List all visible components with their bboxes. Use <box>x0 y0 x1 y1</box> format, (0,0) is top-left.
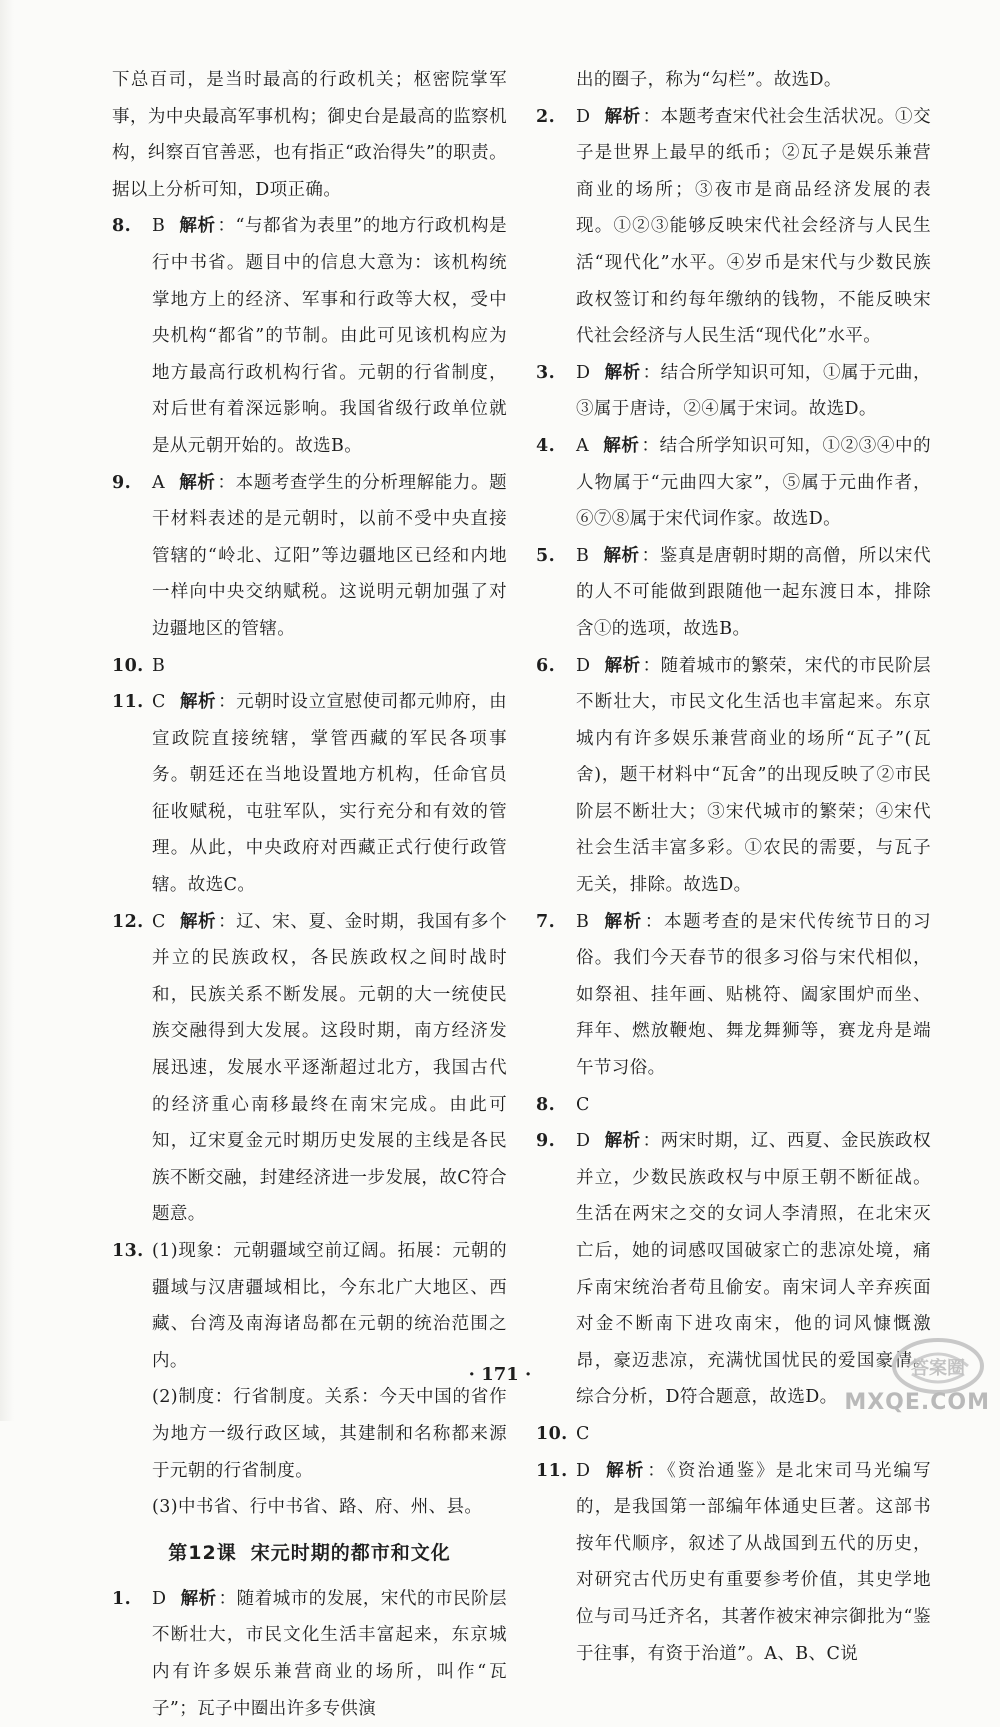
answer-item <box>112 684 507 904</box>
page-edge-shadow <box>0 0 14 1421</box>
analysis-text: ：结合所学知识可知，①属于元曲，③属于唐诗，②④属于宋词。故选D。 <box>576 362 931 420</box>
continued-text: 下总百司，是当时最高的行政机关；枢密院掌军事，为中央最高军事机构；御史台是最高的监察机构，纠察百官善恶，也有指正“政治得失”的职责。据以上分析可知，D项正确。 <box>112 70 507 200</box>
lesson-number: 第12课 <box>168 1541 237 1564</box>
analysis-label: 解析 <box>604 655 641 676</box>
answer-item <box>112 1581 507 1727</box>
answer-item <box>536 1087 931 1124</box>
answer-choice: A <box>152 472 166 493</box>
analysis-text: ：本题考查宋代社会生活状况。①交子是世界上最早的纸币；②瓦子是娱乐兼营商业的场所；③夜市是商品经济发展的表现。①②③能够反映宋代社会经济与人民生活“现代化”水平。④岁币是宋代与少数民族政权签订和约每年缴纳的钱物，不能反映宋代社会经济与人民生活“现代化”水平。 <box>576 106 931 347</box>
item-number: 9. <box>112 472 132 493</box>
analysis-text: ：《资治通鉴》是北宋司马光编写的，是我国第一部编年体通史巨著。这部书按年代顺序，叙述了从战国到五代的历史，对研究古代历史有重要参考价值，其史学地位与司马迁齐名，其著作被宋神宗御批为“鉴于往事，有资于治道”。A、B、C说 <box>576 1460 931 1664</box>
analysis-text: ：结合所学知识可知，①②③④中的人物属于“元曲四大家”，⑤属于元曲作者，⑥⑦⑧属于宋代词作家。故选D。 <box>576 435 931 530</box>
answer-choice: D <box>152 1588 167 1609</box>
answer-item <box>112 904 507 1233</box>
analysis-text: ：随着城市的繁荣，宋代的市民阶层不断壮大，市民文化生活也丰富起来。东京城内有许多娱乐兼营商业的场所“瓦子”(瓦舍)，题干材料中“瓦舍”的出现反映了②市民阶层不断壮大；③宋代城市的繁荣；④宋代社会生活丰富多彩。①农民的需要，与瓦子无关，排除。故选D。 <box>576 655 931 896</box>
answer-item <box>536 99 931 355</box>
analysis-text: ：随着城市的发展，宋代的市民阶层不断壮大，市民文化生活丰富起来，东京城内有许多娱乐兼营商业的场所，叫作“瓦子”；瓦子中圈出许多专供演 <box>152 1588 507 1719</box>
answer-item <box>112 1233 507 1379</box>
answer-choice: D <box>576 1460 591 1481</box>
left-answer-list <box>112 208 507 1525</box>
item-number: 3. <box>536 362 556 383</box>
item-number: 5. <box>536 545 556 566</box>
analysis-text: ：元朝时设立宣慰使司都元帅府，由宣政院直接统辖，掌管西藏的军民各项事务。朝廷还在当地设置地方机构，任命官员征收赋税，屯驻军队，实行充分和有效的管理。从此，中央政府对西藏正式行使行政管辖。故选C。 <box>152 692 507 896</box>
answer-item <box>536 648 931 904</box>
answer-item <box>112 208 507 464</box>
item-number: 10. <box>536 1423 568 1444</box>
analysis-label: 解析 <box>604 1460 646 1481</box>
item-number: 12. <box>112 911 144 932</box>
right-column <box>536 62 931 1672</box>
item-number: 2. <box>536 106 556 127</box>
item-number: 8. <box>112 216 132 237</box>
analysis-label: 解析 <box>179 692 217 713</box>
item-number: 11. <box>112 692 144 713</box>
answer-choice: D <box>576 106 591 127</box>
item-number: 10. <box>112 655 144 676</box>
answer-item <box>536 538 931 648</box>
answer-item <box>536 428 931 538</box>
analysis-text: ：两宋时期，辽、西夏、金民族政权并立，少数民族政权与中原王朝不断征战。生活在两宋之交的女词人李清照，在北宋灭亡后，她的词感叹国破家亡的悲凉处境，痛斥南宋统治者苟且偷安。南宋词人辛弃疾面对金不断南下进攻南宋，他的词风慷慨激昂，豪迈悲凉，充满忧国忧民的爱国豪情。综合分析，D符合题意，故选D。 <box>576 1131 931 1408</box>
analysis-label: 解析 <box>603 545 640 566</box>
item-number: 9. <box>536 1131 556 1152</box>
sub-answer: (2)制度：行省制度。关系：今天中国的省作为地方一级行政区域，其建制和名称都来源于元朝的行省制度。 <box>152 1387 507 1481</box>
answer-choice: C <box>152 911 166 932</box>
answer-choice: B <box>576 911 590 932</box>
page-number: · 171 · <box>468 1364 532 1385</box>
answer-choice: D <box>576 362 591 383</box>
answer-item <box>112 465 507 648</box>
analysis-label: 解析 <box>603 435 640 456</box>
watermark-logo-text: 答案圈 <box>911 1358 965 1379</box>
continued-text: 出的圈子，称为“勾栏”。故选D。 <box>576 70 842 90</box>
lesson-title <box>112 1538 507 1565</box>
analysis-label: 解析 <box>179 472 216 493</box>
item-number: 7. <box>536 911 556 932</box>
analysis-text: (1)现象：元朝疆域空前辽阔。拓展：元朝的疆域与汉唐疆域相比，今东北广大地区、西藏、台湾及南海诸岛都在元朝的统治范围之内。 <box>152 1241 507 1371</box>
answer-choice: B <box>576 545 590 566</box>
answer-item <box>536 904 931 1087</box>
item-number: 6. <box>536 655 556 676</box>
item-number: 8. <box>536 1094 556 1115</box>
analysis-label: 解析 <box>603 911 643 932</box>
answer-choice: D <box>576 1131 591 1152</box>
analysis-label: 解析 <box>604 1131 641 1152</box>
left-column <box>112 62 507 1727</box>
answer-choice: B <box>152 216 166 237</box>
answer-item <box>536 355 931 428</box>
answer-choice: D <box>576 655 591 676</box>
analysis-label: 解析 <box>180 1588 217 1609</box>
sub-answer: (3)中书省、行中书省、路、府、州、县。 <box>152 1497 483 1518</box>
item-number: 4. <box>536 435 556 456</box>
lesson-name: 宋元时期的都市和文化 <box>250 1541 451 1564</box>
answer-choice: A <box>576 435 590 456</box>
answer-item <box>536 1416 931 1453</box>
analysis-label: 解析 <box>179 216 216 237</box>
item-number: 11. <box>536 1460 568 1481</box>
answer-choice: C <box>576 1423 590 1444</box>
analysis-label: 解析 <box>604 362 641 383</box>
answer-choice: B <box>152 655 166 676</box>
analysis-label: 解析 <box>179 911 217 932</box>
answer-item <box>112 648 507 685</box>
watermark-text: MXQE.COM <box>844 1390 990 1415</box>
answer-choice: C <box>152 692 166 713</box>
analysis-text: ：鉴真是唐朝时期的高僧，所以宋代的人不可能做到跟随他一起东渡日本，排除含①的选项，故选B。 <box>576 545 931 639</box>
answer-item <box>536 1453 931 1673</box>
analysis-text: ：“与都省为表里”的地方行政机构是行中书省。题目中的信息大意为：该机构统掌地方上的经济、军事和行政等大权，受中央机构“都省”的节制。由此可见该机构应为地方最高行政机构行省。元朝的行省制度，对后世有着深远影响。我国省级行政单位就是从元朝开始的。故选B。 <box>152 216 507 456</box>
answer-choice: C <box>576 1094 590 1115</box>
item-number: 13. <box>112 1241 144 1261</box>
analysis-text: ：辽、宋、夏、金时期，我国有多个并立的民族政权，各民族政权之间时战时和，民族关系不断发展。元朝的大一统使民族交融得到大发展。这段时期，南方经济发展迅速，发展水平逐渐超过北方，我国古代的经济重心南移最终在南宋完成。由此可知，辽宋夏金元时期历史发展的主线是各民族不断交融，封建经济进一步发展，故C符合题意。 <box>152 911 507 1225</box>
analysis-text: ：本题考查学生的分析理解能力。题干材料表述的是元朝时，以前不受中央直接管辖的“岭北、辽阳”等边疆地区已经和内地一样向中央交纳赋税。这说明元朝加强了对边疆地区的管辖。 <box>152 472 507 639</box>
analysis-text: ：本题考查的是宋代传统节日的习俗。我们今天春节的很多习俗与宋代相似，如祭祖、挂年画、贴桃符、阖家围炉而坐、拜年、燃放鞭炮、舞龙舞狮等，赛龙舟是端午节习俗。 <box>576 911 931 1079</box>
item-number: 1. <box>112 1588 132 1609</box>
analysis-label: 解析 <box>604 106 641 127</box>
